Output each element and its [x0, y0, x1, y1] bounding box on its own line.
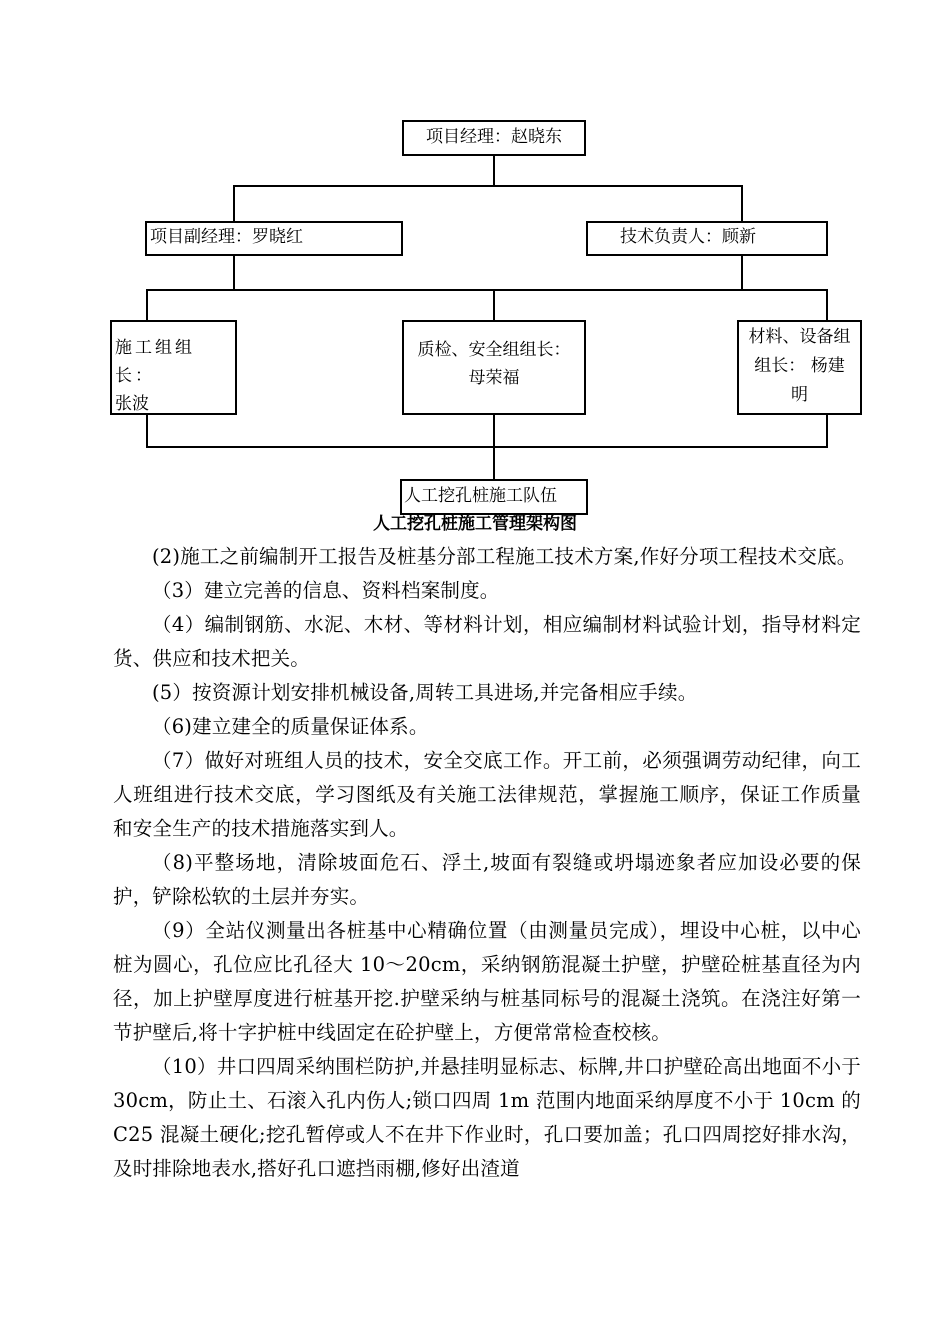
deputy-manager-box: [145, 221, 403, 256]
paragraph: (5）按资源计划安排机械设备,周转工具进场,并完备相应手续。: [152, 681, 698, 704]
tech-lead-box: [586, 221, 828, 256]
construction-lead-line1: 施工组组长：: [115, 338, 195, 386]
connector-line: [233, 254, 235, 290]
deputy-manager-label: 项目副经理：罗晓红: [150, 227, 303, 247]
connector-line: [146, 289, 148, 322]
paragraph: （9）全站仪测量出各桩基中心精确位置（由测量员完成），埋设中心桩，以中心桩为圆心，孔位应比孔径大 10～20cm，采纳钢筋混凝土护壁，护壁砼桩基直径为内径，加上护壁厚度进行桩基开挖.护壁采纳与桩基同标号的混凝土浇筑。在浇注好第一节护壁后,将十字护桩中线固定在砼护壁上，方便常常检查校核。: [113, 919, 861, 1044]
tech-lead-label: 技术负责人：顾新: [620, 227, 756, 247]
materials-lead-line2: 组长： 杨建: [754, 356, 845, 376]
connector-line: [146, 413, 148, 447]
connector-line: [826, 413, 828, 447]
construction-lead-box: [110, 320, 237, 415]
paragraph: （4）编制钢筋、水泥、木材、等材料计划，相应编制材料试验计划，指导材料定货、供应和技术把关。: [113, 613, 861, 670]
paragraph: （3）建立完善的信息、资料档案制度。: [152, 579, 500, 602]
connector-line: [233, 185, 235, 223]
connector-line: [146, 289, 828, 291]
connector-line: [826, 289, 828, 322]
connector-line: [233, 185, 743, 187]
materials-lead-line1: 材料、设备组: [748, 327, 851, 347]
connector-line: [146, 446, 828, 448]
connector-line: [493, 289, 495, 322]
construction-lead-line2: 张波: [115, 394, 149, 414]
qc-safety-lead-line1: 质检、安全组组长：: [417, 340, 571, 360]
team-label: 人工挖孔桩施工队伍: [404, 486, 557, 506]
materials-lead-box: [737, 320, 862, 415]
connector-line: [741, 254, 743, 290]
manager-box: [402, 120, 586, 156]
paragraph: （8)平整场地，清除坡面危石、浮土,坡面有裂缝或坍塌迹象者应加设必要的保护，铲除松软的土层并夯实。: [113, 851, 861, 908]
paragraph: （7）做好对班组人员的技术，安全交底工作。开工前，必须强调劳动纪律，向工人班组进行技术交底，学习图纸及有关施工法律规范，掌握施工顺序，保证工作质量和安全生产的技术措施落实到人。: [113, 749, 861, 840]
paragraph: （6)建立建全的质量保证体系。: [152, 715, 429, 738]
manager-label: 项目经理：赵晓东: [426, 127, 562, 147]
connector-line: [493, 154, 495, 186]
paragraph: （10）井口四周采纳围栏防护,并悬挂明显标志、标牌,井口护壁砼高出地面不小于 30cm，防止土、石滚入孔内伤人;锁口四周 1m 范围内地面采纳厚度不小于 10cm 的 C25 混凝土硬化;挖孔暂停或人不在井下作业时，孔口要加盖；孔口四周挖好排水沟，及时排除地表水,搭好孔口遮挡雨棚,修好出渣道: [113, 1055, 861, 1180]
body-text: [113, 540, 861, 1186]
paragraph: (2)施工之前编制开工报告及桩基分部工程施工技术方案,作好分项工程技术交底。: [152, 545, 857, 568]
connector-line: [741, 185, 743, 223]
qc-safety-lead-line2: 母荣福: [468, 368, 520, 388]
team-box: [400, 479, 588, 515]
materials-lead-line3: 明: [791, 385, 808, 405]
qc-safety-lead-box: [402, 320, 586, 415]
figure-caption: 人工挖孔桩施工管理架构图: [373, 514, 577, 534]
